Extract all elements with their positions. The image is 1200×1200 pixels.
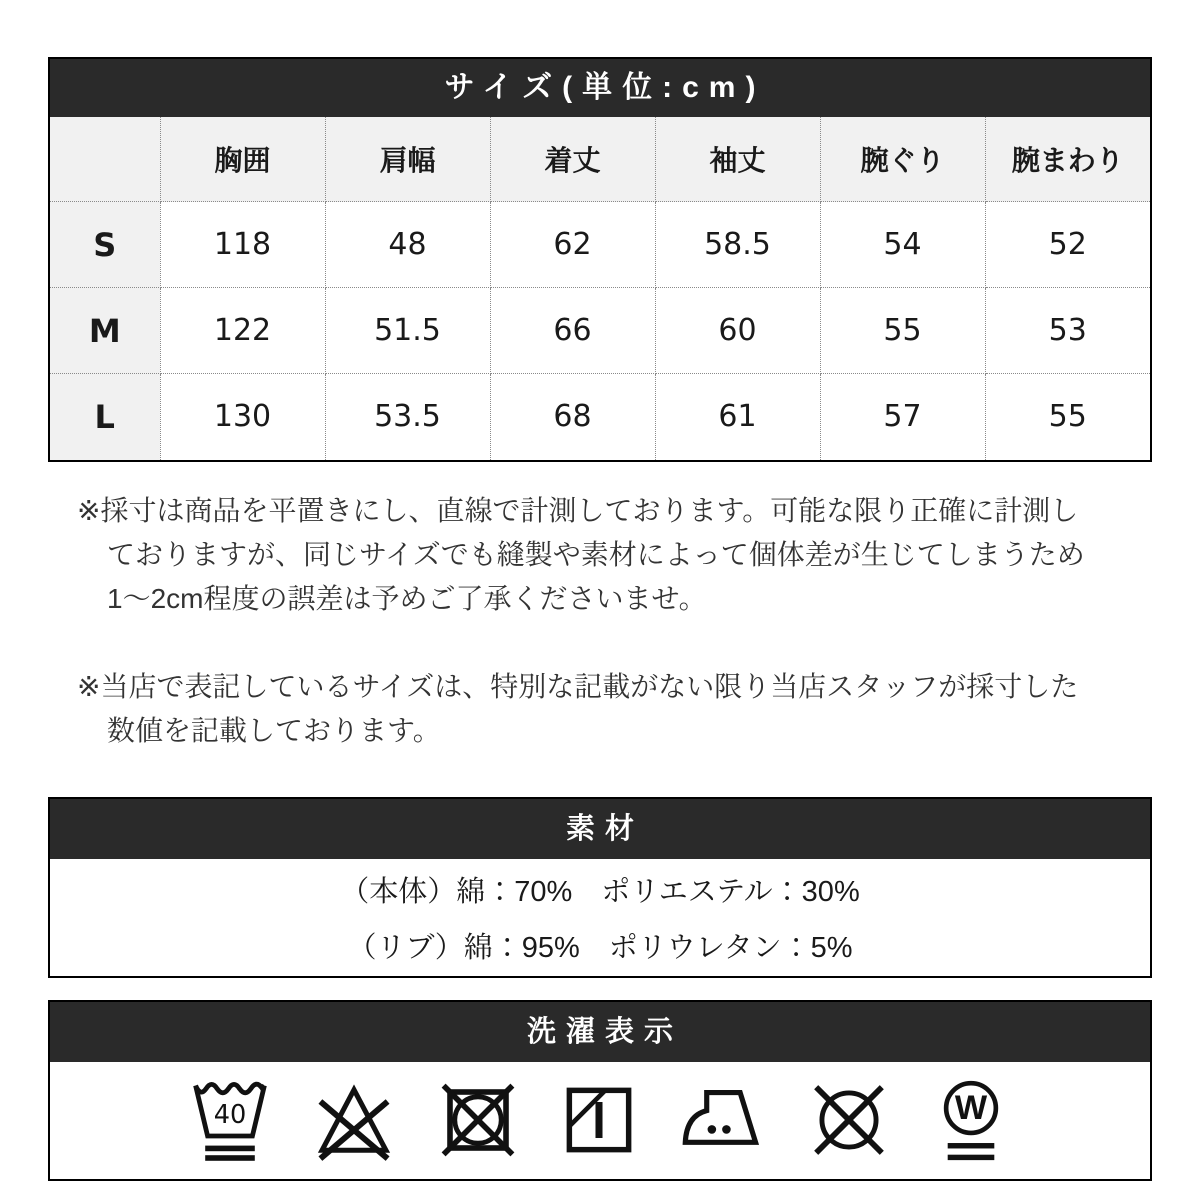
- note-line: ておりますが、同じサイズでも縫製や素材によって個体差が生じてしまうため: [107, 538, 1085, 570]
- column-header-chest: 胸囲: [160, 117, 325, 202]
- svg-text:W: W: [954, 1088, 988, 1127]
- column-header-armhole: 腕ぐり: [820, 117, 985, 202]
- do-not-dry-clean-icon: [808, 1079, 890, 1161]
- note-line: 数値を記載しております。: [107, 714, 441, 746]
- size-value: 51.5: [325, 288, 490, 374]
- column-header-sleeve: 袖丈: [655, 117, 820, 202]
- size-label: M: [50, 288, 160, 374]
- iron-medium-two-dots-icon: [680, 1084, 766, 1156]
- size-value: 61: [655, 374, 820, 460]
- size-value: 62: [490, 202, 655, 288]
- svg-text:40: 40: [213, 1100, 247, 1131]
- column-header-length: 着丈: [490, 117, 655, 202]
- column-header-shoulder: 肩幅: [325, 117, 490, 202]
- size-value: 52: [985, 202, 1150, 288]
- size-table: [50, 117, 1150, 460]
- size-value: 53.5: [325, 374, 490, 460]
- size-value: 55: [820, 288, 985, 374]
- note-line: 1～2cm程度の誤差は予めご了承くださいませ。: [107, 582, 707, 614]
- size-label: L: [50, 374, 160, 460]
- size-table-section: [48, 57, 1152, 462]
- measurement-notes: [48, 489, 1152, 753]
- size-value: 66: [490, 288, 655, 374]
- size-value: 130: [160, 374, 325, 460]
- note-staff-measured: [48, 665, 1152, 753]
- do-not-tumble-dry-icon: [438, 1080, 518, 1160]
- size-table-title: サイズ(単位:cm): [50, 59, 1150, 117]
- size-row-m: [50, 288, 1150, 374]
- size-value: 122: [160, 288, 325, 374]
- material-title: 素材: [50, 799, 1150, 859]
- size-row-s: [50, 202, 1150, 288]
- size-value: 48: [325, 202, 490, 288]
- size-value: 57: [820, 374, 985, 460]
- size-value: 54: [820, 202, 985, 288]
- size-value: 60: [655, 288, 820, 374]
- size-value: 68: [490, 374, 655, 460]
- size-label: S: [50, 202, 160, 288]
- wet-clean-very-gentle-icon: [932, 1077, 1010, 1164]
- do-not-bleach-icon: [312, 1078, 396, 1162]
- material-body-line: （本体）綿：70% ポリエステル：30%: [340, 875, 860, 908]
- laundry-icons-row: [50, 1062, 1150, 1179]
- corner-cell: [50, 117, 160, 202]
- size-value: 118: [160, 202, 325, 288]
- material-section: [48, 797, 1152, 978]
- column-header-arm-width: 腕まわり: [985, 117, 1150, 202]
- note-measurement-accuracy: [48, 489, 1152, 621]
- size-value: 55: [985, 374, 1150, 460]
- size-value: 58.5: [655, 202, 820, 288]
- size-value: 53: [985, 288, 1150, 374]
- note-line: ※当店で表記しているサイズは、特別な記載がない限り当店スタッフが採寸した: [77, 670, 1079, 702]
- line-dry-in-shade-icon: [560, 1081, 638, 1159]
- material-content: [50, 859, 1150, 976]
- laundry-section: [48, 1000, 1152, 1181]
- size-row-l: [50, 374, 1150, 460]
- note-line: ※採寸は商品を平置きにし、直線で計測しております。可能な限り正確に計測し: [77, 494, 1079, 526]
- laundry-title: 洗濯表示: [50, 1002, 1150, 1062]
- wash-40-very-gentle-icon: [190, 1075, 270, 1165]
- material-rib-line: （リブ）綿：95% ポリウレタン：5%: [347, 931, 853, 964]
- size-table-header-row: [50, 117, 1150, 202]
